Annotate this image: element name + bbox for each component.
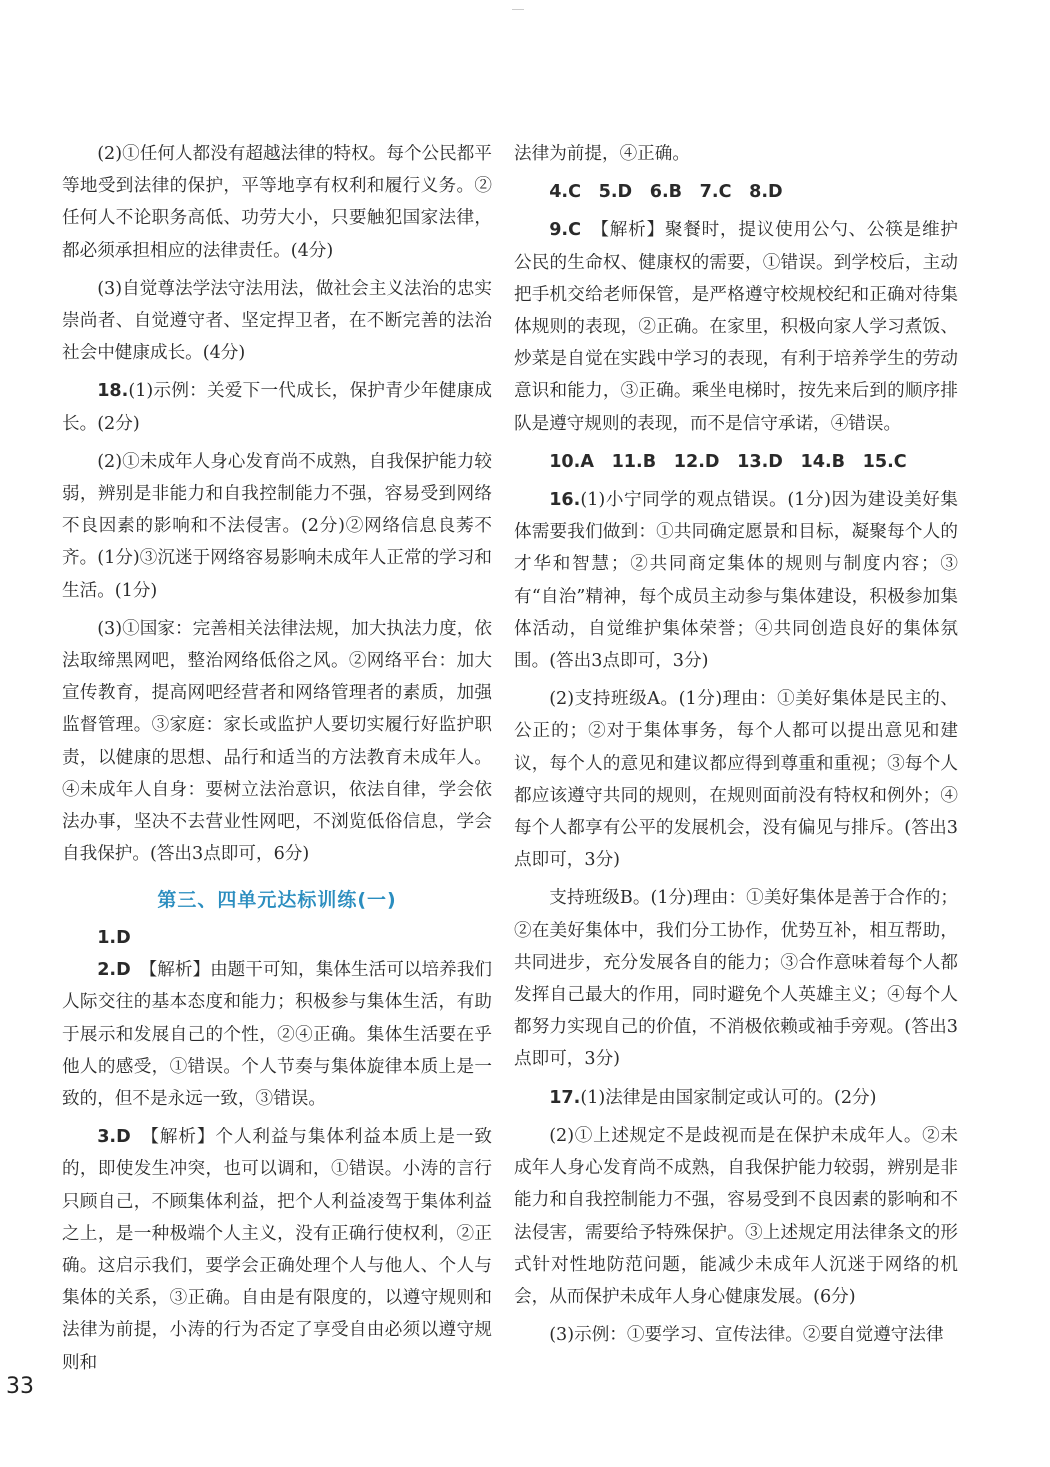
page-number: 33 [6,1374,34,1399]
q18-part1-text: (1)示例：关爱下一代成长，保护青少年健康成长。(2分) [62,381,492,434]
section-answers [62,922,492,1379]
q3-number: 3.D [97,1127,131,1148]
q9-text: 聚餐时，提议使用公勺、公筷是维护公民的生命权、健康权的需要，①错误。到学校后，主动把手机交给老师保管，是严格遵守校规校纪和正确对待集体规则的表现，②正确。在家里，积极向家人学习煮饭、炒菜是自觉在实践中学习的表现，有利于培养学生的劳动意识和能力，③正确。乘坐电梯时，按先来后到的顺序排队是遵守规则的表现，而不是信守承诺，④错误。 [514,220,958,434]
q17-part3-answer: (3)自觉尊法学法守法用法，做社会主义法治的忠实崇尚者、自觉遵守者、坚定捍卫者，在不断完善的法治社会中健康成长。(4分) [62,278,492,364]
q18-part2-answer: (2)①未成年人身心发育尚不成熟，自我保护能力较弱，辨别是非能力和自我控制能力不强，容易受到网络不良因素的影响和不法侵害。(2分)②网络信息良莠不齐。(1分)③沉迷于网络容易影响未成年人正常的学习和生活。(1分) [62,451,492,601]
q18-number: 18. [97,381,129,402]
q9-analysis-tag: 【解析】 [600,220,665,241]
q17-part2-answer: (2)①任何人都没有超越法律的特权。每个公民都平等地受到法律的保护，平等地享有权利和履行义务。②任何人不论职务高低、功劳大小，只要触犯国家法律，都必须承担相应的法律责任。(4分) [62,144,492,261]
q3-continuation: 法律为前提，④正确。 [514,144,690,164]
top-mark [512,9,524,10]
answers-10-15: 10.A 11.B 12.D 13.D 14.B 15.C [549,451,907,472]
q18-part3-answer: (3)①国家：完善相关法律法规，加大执法力度，依法取缔黑网吧，整治网络低俗之风。②网络平台：加大宣传教育，提高网吧经营者和网络管理者的素质，加强监督管理。③家庭：家长或监护人要切实履行好监护职责，以健康的思想、品行和适当的方法教育未成年人。④未成年人自身：要树立法治意识，依法自律，学会依法办事，坚决不去营业性网吧，不浏览低俗信息，学会自我保护。(答出3点即可，6分) [62,618,492,865]
q16-part1-answer [514,484,958,677]
q2-text: 由题干可知，集体生活可以培养我们人际交往的基本态度和能力；积极参与集体生活，有助于展示和发展自己的个性，②④正确。集体生活要在乎他人的感受，①错误。个人节奏与集体旋律本质上是一致的，但不是永远一致，③错误。 [62,960,492,1110]
q17b-part2-answer: (2)①上述规定不是歧视而是在保护未成年人。②未成年人身心发育尚不成熟，自我保护能力较弱，辨别是非能力和自我控制能力不强，容易受到不良因素的影响和不法侵害，需要给予特殊保护。③上述规定用法律条文的形式针对性地防范问题，能减少未成年人沉迷于网络的机会，从而保护未成年人身心健康发展。(6分) [514,1125,958,1307]
q2-answer [62,954,492,1115]
q16-part1-text: (1)小宁同学的观点错误。(1分)因为建设美好集体需要我们做到：①共同确定愿景和目标，凝聚每个人的才华和智慧；②共同商定集体的规则与制度内容；③有“自治”精神，每个成员主动参与集体建设，积极参加集体活动，自觉维护集体荣誉；④共同创造良好的集体氛围。(答出3点即可，3分) [514,490,958,672]
q1-answer [62,922,492,954]
answers-4-8: 4.C 5.D 6.B 7.C 8.D [549,182,783,203]
left-column [62,138,492,870]
q16-part2-class-a: (2)支持班级A。(1分)理由：①美好集体是民主的、公正的；②对于集体事务，每个人都可以提出意见和建议，每个人的意见和建议都应得到尊重和重视；③每个人都应该遵守共同的规则，在规则面前没有特权和例外；④每个人都享有公平的发展机会，没有偏见与排斥。(答出3点即可，3分) [514,689,958,871]
q3-text: 个人利益与集体利益本质上是一致的，即使发生冲突，也可以调和，①错误。小涛的言行只顾自己，不顾集体利益，把个人利益凌驾于集体利益之上，是一种极端个人主义，没有正确行使权利，②正确。这启示我们，要学会正确处理个人与他人、个人与集体的关系，③正确。自由是有限度的，以遵守规则和法律为前提，小涛的行为否定了享受自由必须以遵守规则和 [62,1127,492,1373]
q17-part1-text: (1)法律是由国家制定或认可的。(2分) [580,1087,877,1108]
q17b-part3-answer: (3)示例：①要学习、宣传法律。②要自觉遵守法律 [549,1325,944,1346]
q17-number: 17. [549,1087,581,1108]
q18-part1-answer [62,375,492,439]
right-column [514,138,958,1351]
q9-answer [514,214,958,439]
q16-number: 16. [549,490,581,511]
q1-number: 1.D [97,928,131,948]
q3-answer [62,1121,492,1379]
q3-analysis-tag: 【解析】 [150,1127,216,1148]
q2-number: 2.D [97,960,131,981]
q9-number: 9.C [549,220,582,241]
q17-part1-answer [514,1082,958,1114]
section-title: 第三、四单元达标训练(一) [157,889,397,911]
q2-analysis-tag: 【解析】 [148,960,211,981]
q16-part2-class-b: 支持班级B。(1分)理由：①美好集体是善于合作的；②在美好集体中，我们分工协作，优势互补，相互帮助，共同进步，充分发展各自的能力；③合作意味着每个人都发挥自己最大的作用，同时避免个人英雄主义；④每个人都努力实现自己的价值，不消极依赖或袖手旁观。(答出3点即可，3分) [514,888,958,1070]
